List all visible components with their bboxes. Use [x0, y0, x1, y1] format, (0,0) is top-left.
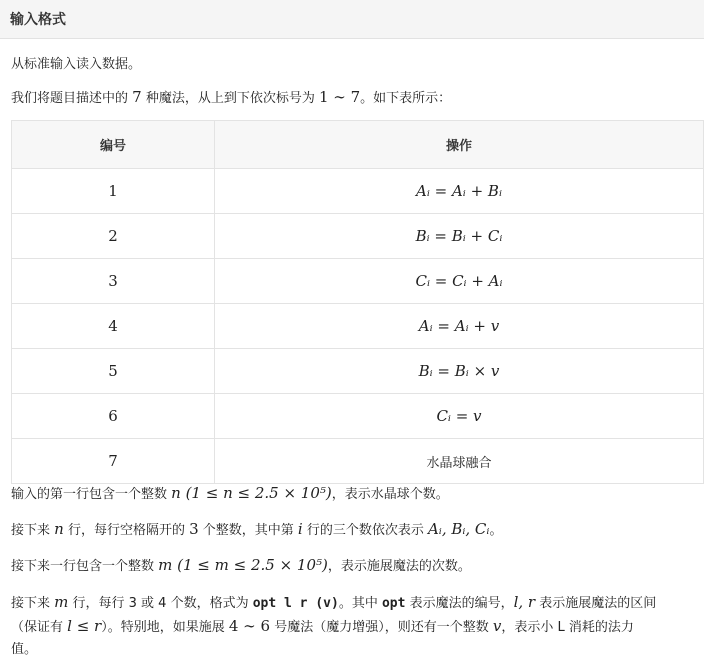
magic-op: 水晶球融合 — [215, 439, 704, 484]
intro-line-2: 我们将题目描述中的 7 种魔法，从上到下依次标号为 1 ∼ 7。如下表所示： — [11, 88, 452, 106]
table-row — [12, 259, 704, 304]
input-desc-line-4: 接下来 m 行，每行 3 或 4 个数，格式为 opt l r (v)。其中 opt 表示魔法的编号，l, r 表示施展魔法的区间 （保证有 l ≤ r）。特别地，如果施展 4 ∼ 6 号魔法（魔力增强），则还有一个整数 v，表示小 L 消耗的法力 值。 — [11, 593, 657, 657]
column-header-id: 编号 — [12, 121, 215, 169]
table-header-row — [12, 121, 704, 169]
column-header-op: 操作 — [215, 121, 704, 169]
n-constraint: n (1 ≤ n ≤ 2.5 × 10⁵) — [171, 484, 332, 502]
magic-id: 6 — [12, 394, 215, 439]
format-code: opt l r (v) — [252, 596, 339, 611]
opt-code: opt — [381, 596, 406, 611]
magic-op: Cᵢ = v — [215, 394, 704, 439]
magic-op: Aᵢ = Aᵢ + v — [215, 304, 704, 349]
magic-id: 2 — [12, 214, 215, 259]
magic-id: 1 — [12, 169, 215, 214]
magic-op: Cᵢ = Cᵢ + Aᵢ — [215, 259, 704, 304]
magic-op: Aᵢ = Aᵢ + Bᵢ — [215, 169, 704, 214]
table-row — [12, 439, 704, 484]
magic-id: 5 — [12, 349, 215, 394]
table-row — [12, 169, 704, 214]
magic-id: 3 — [12, 259, 215, 304]
input-desc-line-2: 接下来 n 行，每行空格隔开的 3 个整数，其中第 i 行的三个数依次表示 Aᵢ, Bᵢ, Cᵢ。 — [11, 520, 503, 538]
magic-op: Bᵢ = Bᵢ + Cᵢ — [215, 214, 704, 259]
input-desc-line-3: 接下来一行包含一个整数 m (1 ≤ m ≤ 2.5 × 10⁵)，表示施展魔法的次数。 — [11, 556, 471, 574]
magic-op: Bᵢ = Bᵢ × v — [215, 349, 704, 394]
section-title: 输入格式 — [10, 12, 66, 28]
table-row — [12, 214, 704, 259]
table-row — [12, 394, 704, 439]
m-constraint: m (1 ≤ m ≤ 2.5 × 10⁵) — [158, 556, 328, 574]
magic-id: 7 — [12, 439, 215, 484]
input-desc-line-1: 输入的第一行包含一个整数 n (1 ≤ n ≤ 2.5 × 10⁵)，表示水晶球个数。 — [11, 484, 449, 502]
intro-line-1: 从标准输入读入数据。 — [11, 57, 142, 72]
section-header — [0, 0, 704, 39]
table-row — [12, 349, 704, 394]
magic-table — [11, 120, 704, 484]
magic-id: 4 — [12, 304, 215, 349]
table-row — [12, 304, 704, 349]
